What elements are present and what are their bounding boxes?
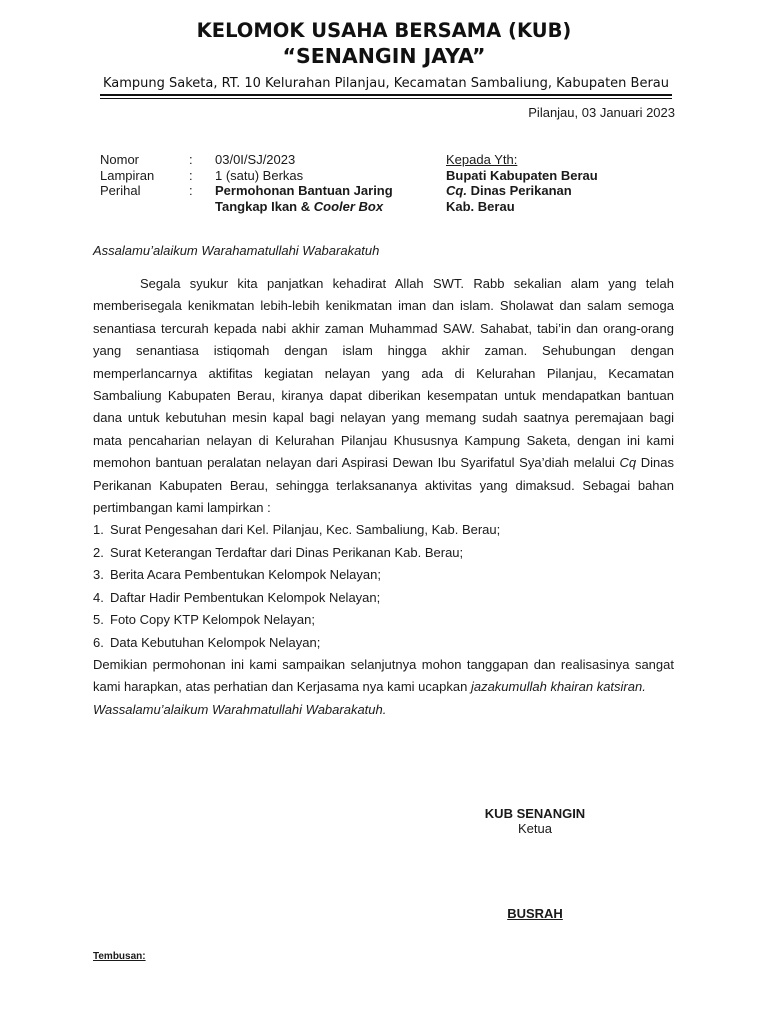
tembusan-label: Tembusan:	[93, 951, 146, 962]
list-item-text: Data Kebutuhan Kelompok Nelayan;	[110, 634, 321, 650]
list-item-number: 6.	[93, 634, 104, 650]
list-item-text: Daftar Hadir Pembentukan Kelompok Nelayan;	[110, 589, 381, 605]
perihal-label: Perihal	[100, 183, 141, 198]
paragraph-main	[93, 273, 674, 519]
list-item-number: 2.	[93, 544, 104, 560]
perihal-colon: :	[189, 183, 193, 198]
signature-name: BUSRAH	[507, 906, 563, 921]
letter-body	[93, 273, 674, 721]
nomor-value: 03/0I/SJ/2023	[215, 152, 296, 167]
salam-opening: Assalamu’alaikum Warahamatullahi Wabarakatuh	[93, 243, 380, 258]
letterhead-title: KELOMOK USAHA BERSAMA (KUB)	[196, 19, 572, 42]
perihal-value-line2-text: Tangkap Ikan &	[215, 198, 314, 214]
letterhead-subtitle: “SENANGIN JAYA”	[282, 44, 486, 68]
nomor-colon: :	[189, 152, 193, 167]
list-item-number: 4.	[93, 589, 104, 605]
paragraph-main-part1: Segala syukur kita panjatkan kehadirat Allah SWT. Rabb sekalian alam yang telah memberisegala kenikmatan lebih-lebih kenikmatan iman dan islam. Sholawat dan salam semoga senantiasa tercurah kepada nabi akhir zaman Muhammad SAW. Sahabat, tabi’in dan orang-orang yang senantiasa istiqomah dengan islam hingga akhir zaman. Sehubungan dengan memperlancarnya aktifitas kegiatan nelayan yang ada di Kelurahan Pilanjau, Kecamatan Sambaliung Kabupaten Berau, kiranya dapat diberikan kesempatan untuk mendapatkan bantuan dana untuk kebutuhan mesin kapal bagi nelayan yang memang sudah saatnya peremajaan bagi mata pencaharian nelayan di Kelurahan Pilanjau Khususnya Kampung Saketa, dengan ini kami memohon bantuan peralatan nelayan dari Aspirasi Dewan Ibu Syarifatul Sya’diah melalui	[93, 276, 674, 471]
letterhead-rule-thin	[100, 98, 672, 99]
signature-org: KUB SENANGIN	[484, 806, 586, 821]
signature-role: Ketua	[518, 821, 552, 836]
perihal-value-line2-italic: Cooler Box	[313, 198, 384, 214]
list-item	[93, 609, 674, 631]
paragraph-closing	[93, 654, 674, 699]
lampiran-label: Lampiran	[100, 167, 155, 183]
list-item-text: Berita Acara Pembentukan Kelompok Nelayan;	[110, 567, 381, 583]
recipient-dinas: Dinas Perikanan	[466, 183, 572, 198]
list-item	[93, 564, 674, 586]
recipient-line3: Kab. Berau	[446, 198, 515, 214]
list-item-number: 5.	[93, 612, 104, 628]
lampiran-value: 1 (satu) Berkas	[215, 167, 304, 183]
list-item-number: 3.	[93, 567, 104, 583]
list-item	[93, 519, 674, 541]
recipient-block	[446, 152, 598, 214]
list-item	[93, 542, 674, 564]
recipient-cq: Cq.	[446, 183, 467, 198]
paragraph-main-part2: Dinas Perikanan Kabupaten Berau, sehingga terlaksananya aktivitas yang dimaksud. Sebagai bahan pertimbangan kami lampirkan :	[93, 455, 674, 516]
list-item-text: Surat Keterangan Terdaftar dari Dinas Perikanan Kab. Berau;	[110, 544, 464, 560]
lampiran-colon: :	[189, 167, 193, 183]
recipient-kepada: Kepada Yth:	[446, 152, 518, 167]
letterhead-rule-thick	[100, 94, 672, 96]
closing-italic: jazakumullah khairan katsiran.	[470, 679, 646, 695]
recipient-line2	[446, 183, 598, 199]
paragraph-main-cq: Cq	[619, 455, 637, 471]
closing-text: Demikian permohonan ini kami sampaikan selanjutnya mohon tanggapan dan realisasinya sangat kami harapkan, atas perhatian dan Kerjasama nya kami ucapkan	[93, 656, 674, 695]
list-item	[93, 632, 674, 654]
perihal-value-line2	[215, 199, 383, 215]
list-item	[93, 587, 674, 609]
list-item-text: Foto Copy KTP Kelompok Nelayan;	[110, 612, 315, 628]
salam-closing	[93, 699, 674, 721]
letter-date: Pilanjau, 03 Januari 2023	[528, 105, 675, 120]
nomor-label: Nomor	[100, 152, 140, 167]
letterhead-address: Kampung Saketa, RT. 10 Kelurahan Pilanjau, Kecamatan Sambaliung, Kabupaten Berau	[102, 76, 670, 91]
list-item-text: Surat Pengesahan dari Kel. Pilanjau, Kec. Sambaliung, Kab. Berau;	[110, 522, 501, 538]
recipient-line1: Bupati Kabupaten Berau	[446, 167, 598, 183]
attachment-list	[93, 519, 674, 653]
list-item-number: 1.	[93, 522, 104, 538]
salam-closing-text: Wassalamu’alaikum Warahmatullahi Wabarakatuh.	[93, 701, 387, 717]
perihal-value-line1: Permohonan Bantuan Jaring	[215, 183, 393, 198]
